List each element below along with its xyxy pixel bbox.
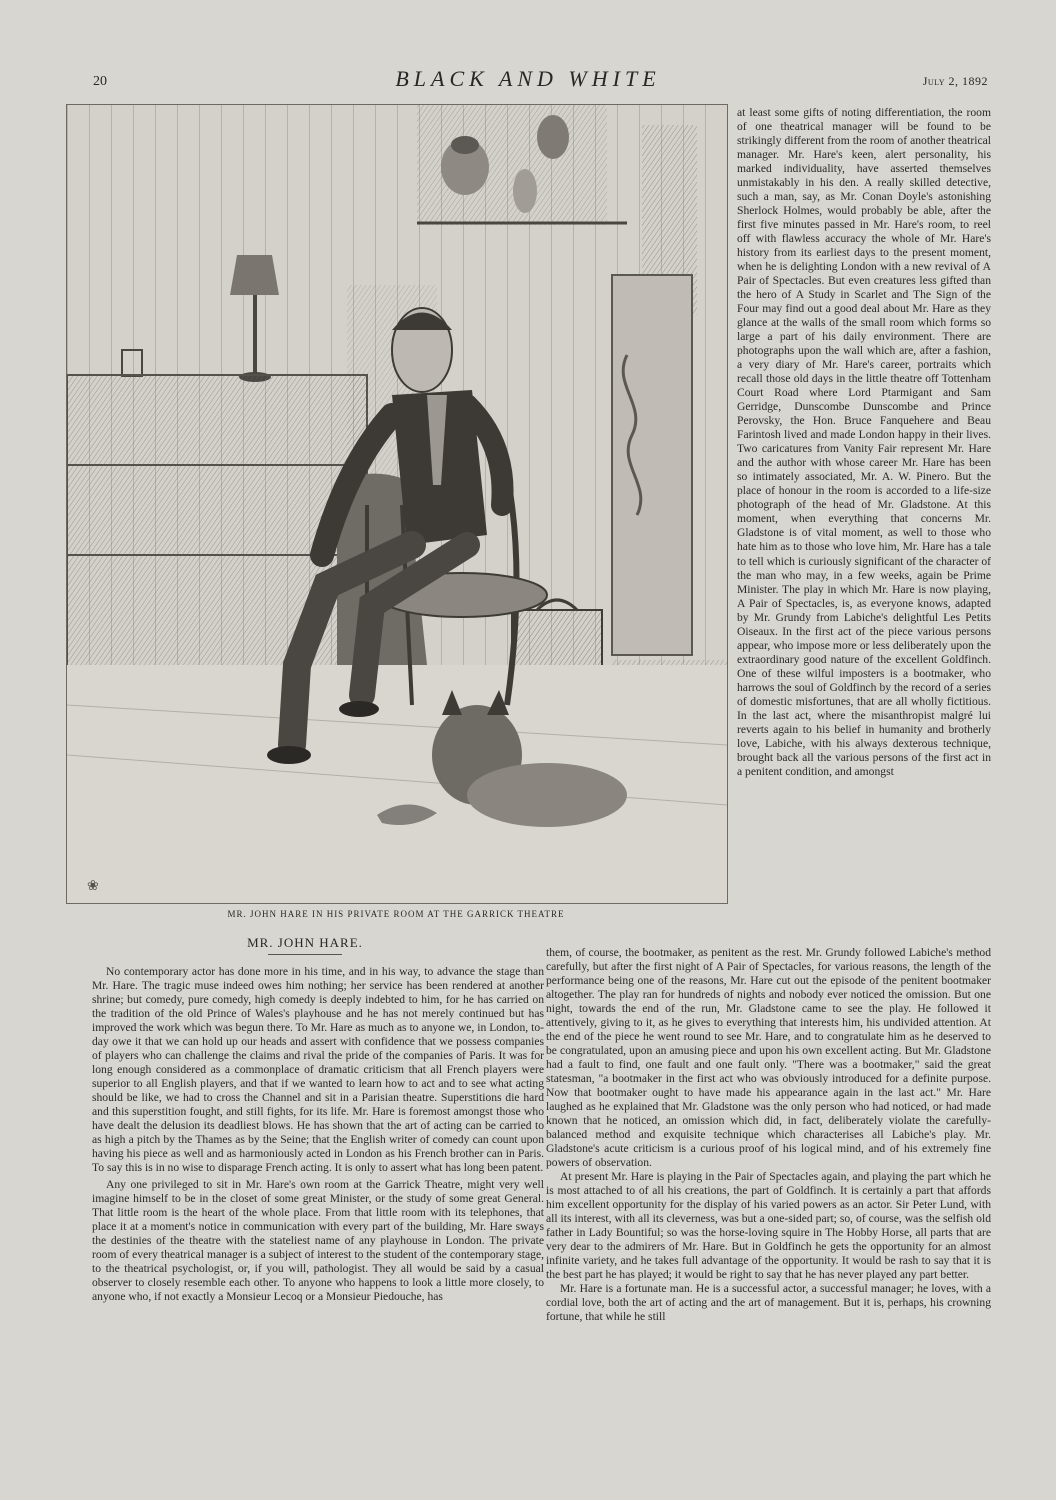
right-column [737, 106, 991, 944]
paragraph: Mr. Hare is a fortunate man. He is a successful actor, a successful manager; he loves, with a cordial love, both the art of acting and the art of management. But it is, perhaps, his crowning fortune, that while he still [546, 1282, 991, 1324]
middle-column [546, 946, 991, 1428]
svg-text:❀: ❀ [87, 879, 99, 894]
page-number: 20 [93, 74, 107, 89]
sketch-drawing [67, 105, 727, 903]
right-column-text: at least some gifts of noting differentiation, the room of one theatrical manager will be found to be strikingly different from the room of another theatrical manager. Mr. Hare's keen, alert personality, his marked individuality, have asserted themselves unmistakably in his den. A really skilled detective, such a man, say, as Mr. Conan Doyle's astonishing Sherlock Holmes, would probably be able, after the first five minutes passed in Mr. Hare's room, to reel off with flawless accuracy the whole of Mr. Hare's history from its earliest days to the present moment, when he is delighting London with a new revival of A Pair of Spectacles. But even creatures less gifted than the hero of A Study in Scarlet and The Sign of the Four may find out a good deal about Mr. Hare as they glance at the walls of the small room which forms so large a part of his daily environment. There are photographs upon the wall which are, after a fashion, a very diary of Mr. Hare's career, portraits which recall those old days in the little theatre off Tottenham Court Road where Lord Ptarmigant and Sam Gerridge, Dunscombe Dunscombe and Prince Perovsky, the Hon. Bruce Fanquehere and Beau Farintosh lived and made London happy in their lives. Two caricatures from Vanity Fair represent Mr. Hare and the author with whose career Mr. Hare has been so intimately associated, Mr. A. W. Pinero. But the place of honour in the room is accorded to a life-size photograph of the head of Mr. Gladstone. At this moment, when everything that concerns Mr. Gladstone is of vital moment, as well to those who hate him as to those who love him, Mr. Hare has a tale to tell which is curiously significant of the character of the man who may, in a few weeks, again be Prime Minister. The play in which Mr. Hare is now playing, A Pair of Spectacles, is, as everyone knows, adapted by Mr. Grundy from Labiche's delightful Les Petits Oiseaux. In the first act of the piece various persons appear, who impose more or less deliberately upon the extraordinary good nature of the excellent Goldfinch. One of these wilful imposters is a bootmaker, who harrows the soul of Goldfinch by the record of a series of domestic misfortunes, that are all wholly fictitious. In the last act, where the misanthropist malgré lui reverts again to his belief in humanity and brotherly love, Labiche, with his always dexterous technique, brought back all the various persons of the first act in a penitent condition, and amongst [737, 106, 991, 778]
left-column [92, 965, 544, 1428]
illustration-caption: MR. JOHN HARE IN HIS PRIVATE ROOM AT THE GARRICK THEATRE [227, 909, 565, 919]
paragraph: At present Mr. Hare is playing in the Pair of Spectacles again, and playing the part which he is most attached to of all his creations, the part of Goldfinch. It is certainly a part that affords him excellent opportunity for the display of his varied powers as an actor. Sir Peter Lund, with all its interest, with all its cleverness, was but a one-sided part; so, of course, was the selfish old father in Lady Bountiful; so was the horse-loving squire in The Hobby Horse, all parts that are very dear to the admirers of Mr. Hare. But in Goldfinch he gets the opportunity for an almost infinite variety, and he takes full advantage of the opportunity. It would be rash to say that it is the best part he has played; it would be right to say that he has never played any part better. [546, 1170, 991, 1282]
page-header [0, 66, 1056, 96]
portrait-illustration [66, 104, 728, 904]
issue-date: July 2, 1892 [922, 74, 988, 88]
title-divider [268, 954, 342, 955]
masthead: BLACK AND WHITE [395, 66, 661, 91]
paragraph: Any one privileged to sit in Mr. Hare's own room at the Garrick Theatre, might very well imagine himself to be in the closet of some great Minister, or the study of some great General. That little room is the heart of the whole place. From that little room with its telephones, that place it at a moment's notice in communication with every part of the building, Mr. Hare sways the destinies of the theatre with the stateliest name of any playhouse in London. The private room of every theatrical manager is a subject of interest to the student of the contemporary stage, to the theatrical psychologist, or, if you will, pathologist. They all would be said by a casual observer to closely resemble each other. To anyone who happens to look a little more closely, to anyone who, if not exactly a Monsieur Lecoq or a Monsieur Piedouche, has [92, 1178, 544, 1304]
paragraph: No contemporary actor has done more in his time, and in his way, to advance the stage than Mr. Hare. The tragic muse indeed owes him nothing; her service has been rendered at another shrine; but comedy, pure comedy, high comedy is deeply indebted to him, for he has carried on the tradition of the old Prince of Wales's playhouse and he has not merely continued but has improved the work which was begun there. To Mr. Hare as much as to anyone we, in London, to-day owe it that we can hold up our heads and assert with confidence that we possess companies of players who can challenge the claims and rival the pride of the companies of Paris. It was for long enough considered as a commonplace of dramatic criticism that all French players were superior to all English players, and that if we wanted to learn how to act and to see what acting should be like, we had to cross the Channel and sit in a Parisian theatre. Superstitions die hard and this superstition fought, and still fights, for its life. Mr. Hare is foremost amongst those who have dealt the delusion its deadliest blows. He has shown that the art of acting can be carried to as high a pitch by the Thames as by the Seine; that the English writer of comedy can count upon having his piece as well and as harmoniously acted in London as his French brother can in Paris. To say this is in no wise to disparage French acting. It is only to assert what has long been patent. [92, 965, 544, 1175]
paragraph: them, of course, the bootmaker, as penitent as the rest. Mr. Grundy followed Labiche's method carefully, but after the first night of A Pair of Spectacles, for various reasons, the length of the performance being one of the reasons, Mr. Hare cut out the episode of the penitent bootmaker altogether. The play ran for hundreds of nights and nobody ever noticed the omission. But one night, towards the end of the run, Mr. Gladstone came to see the play. He followed it attentively, giving to it, as he gives to everything that interests him, his undivided attention. At the end of the piece he went round to see Mr. Hare, and to congratulate him as he deserved to be congratulated, upon an amusing piece and upon his own excellent acting. But Mr. Gladstone had a fault to find, one fault and one fault only. "There was a bootmaker," said the great statesman, "a bootmaker in the first act who was obviously introduced for a definite purpose. Now that bootmaker ought to have made his appearance again in the last act." Mr. Hare laughed as he explained that Mr. Gladstone was the only person who had noticed, or had made known that he noticed, an omission which did, in fact, deliberately violate the carefully-balanced method and exquisite technique which characterises all Labiche's play. Mr. Gladstone's acute criticism is a curious proof of his logical mind, and of his extremely fine powers of observation. [546, 946, 991, 1170]
article-title: MR. JOHN HARE. [247, 935, 363, 950]
